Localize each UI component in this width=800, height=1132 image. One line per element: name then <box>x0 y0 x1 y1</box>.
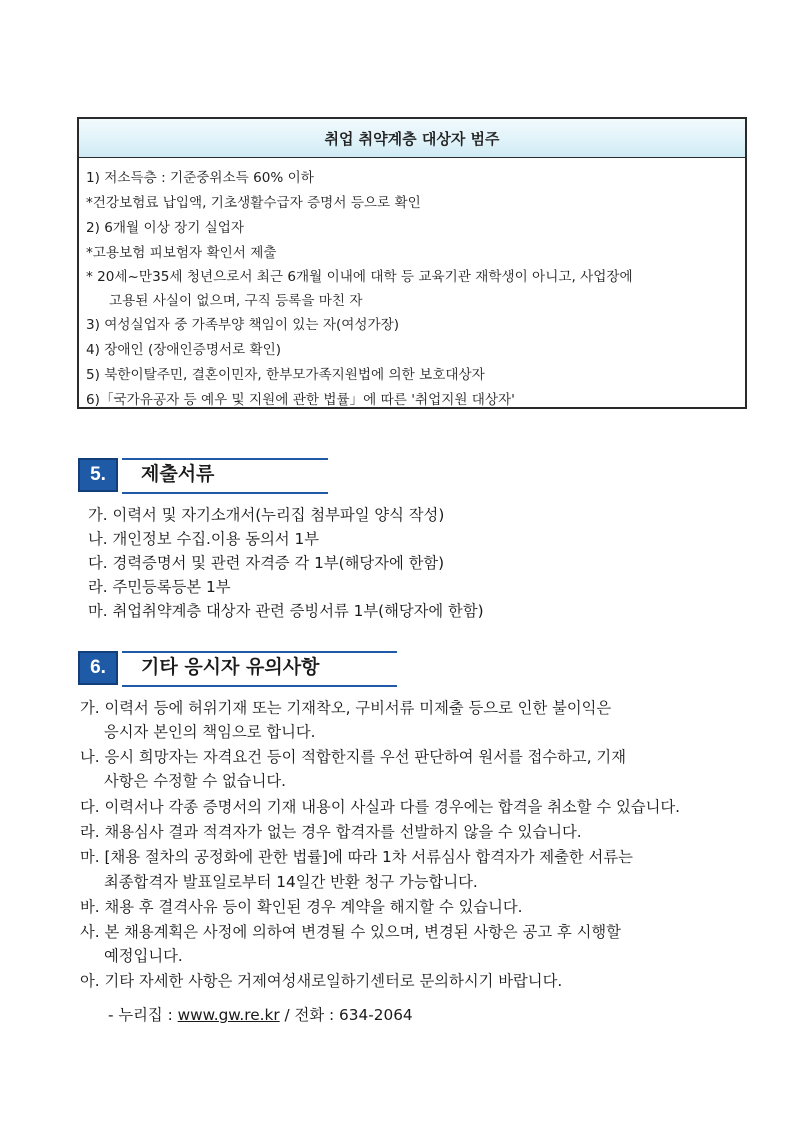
notice-line: 마. [채용 절차의 공정화에 관한 법률]에 따라 1차 서류심사 합격자가 제출한 서류는 <box>80 848 633 866</box>
criteria-line: 3) 여성실업자 중 가족부양 책임이 있는 자(여성가장) <box>86 317 400 333</box>
criteria-box-title: 취업 취약계층 대상자 범주 <box>79 119 745 158</box>
document-item: 나. 개인정보 수집.이용 동의서 1부 <box>88 530 320 548</box>
section-6-number: 6. <box>78 651 118 685</box>
contact-line <box>108 1003 413 1025</box>
criteria-line: 1) 저소득층 : 기준중위소득 60% 이하 <box>86 170 314 186</box>
section-5-title: 제출서류 <box>141 463 215 485</box>
notice-line: 사항은 수정할 수 없습니다. <box>104 772 286 790</box>
criteria-line: *고용보험 피보험자 확인서 제출 <box>86 245 277 261</box>
section-rule <box>122 492 328 494</box>
contact-separator: / <box>284 1006 290 1024</box>
document-item: 라. 주민등록등본 1부 <box>88 578 231 596</box>
notice-line: 가. 이력서 등에 허위기재 또는 기재착오, 구비서류 미제출 등으로 인한 불이익은 <box>80 699 612 717</box>
notice-line: 사. 본 채용계획은 사정에 의하여 변경될 수 있으며, 변경된 사항은 공고 후 시행할 <box>80 923 621 941</box>
criteria-line: 고용된 사실이 없으며, 구직 등록을 마친 자 <box>109 293 363 309</box>
section-6-title: 기타 응시자 유의사항 <box>141 656 320 678</box>
phone-label: 전화 : <box>294 1006 335 1024</box>
phone-number: 634-2064 <box>339 1006 413 1024</box>
notice-line: 다. 이력서나 각종 증명서의 기재 내용이 사실과 다를 경우에는 합격을 취소할 수 있습니다. <box>80 798 681 816</box>
section-5-header <box>78 458 328 498</box>
section-6-header <box>78 651 328 691</box>
section-rule <box>122 685 397 687</box>
notice-line: 최종합격자 발표일로부터 14일간 반환 청구 가능합니다. <box>104 873 478 891</box>
notice-line: 나. 응시 희망자는 자격요건 등이 적합한지를 우선 판단하여 원서를 접수하고, 기재 <box>80 748 626 766</box>
section-5-number: 5. <box>78 458 118 492</box>
notice-line: 아. 기타 자세한 사항은 거제여성새로일하기센터로 문의하시기 바랍니다. <box>80 972 563 990</box>
document-item: 가. 이력서 및 자기소개서(누리집 첨부파일 양식 작성) <box>88 506 445 524</box>
criteria-line: 6)「국가유공자 등 예우 및 지원에 관한 법률」에 따른 '취업지원 대상자' <box>86 392 515 408</box>
document-item: 다. 경력증명서 및 관련 자격증 각 1부(해당자에 한함) <box>88 554 445 572</box>
criteria-line: 4) 장애인 (장애인증명서로 확인) <box>86 342 282 358</box>
notice-line: 바. 채용 후 결격사유 등이 확인된 경우 계약을 해지할 수 있습니다. <box>80 898 523 916</box>
notice-line: 응시자 본인의 책임으로 합니다. <box>104 723 316 741</box>
contact-prefix: - 누리집 : <box>108 1006 173 1024</box>
notice-line: 예정입니다. <box>104 947 183 965</box>
criteria-line: *건강보험료 납입액, 기초생활수급자 증명서 등으로 확인 <box>86 195 421 211</box>
website-link[interactable]: www.gw.re.kr <box>177 1006 280 1024</box>
criteria-line: 2) 6개월 이상 장기 실업자 <box>86 220 245 236</box>
criteria-line: * 20세~만35세 청년으로서 최근 6개월 이내에 대학 등 교육기관 재학생이 아니고, 사업장에 <box>86 269 633 285</box>
document-item: 마. 취업취약계층 대상자 관련 증빙서류 1부(해당자에 한함) <box>88 602 484 620</box>
criteria-box <box>77 117 747 409</box>
criteria-line: 5) 북한이탈주민, 결혼이민자, 한부모가족지원법에 의한 보호대상자 <box>86 367 485 383</box>
notice-line: 라. 채용심사 결과 적격자가 없는 경우 합격자를 선발하지 않을 수 있습니다. <box>80 823 582 841</box>
